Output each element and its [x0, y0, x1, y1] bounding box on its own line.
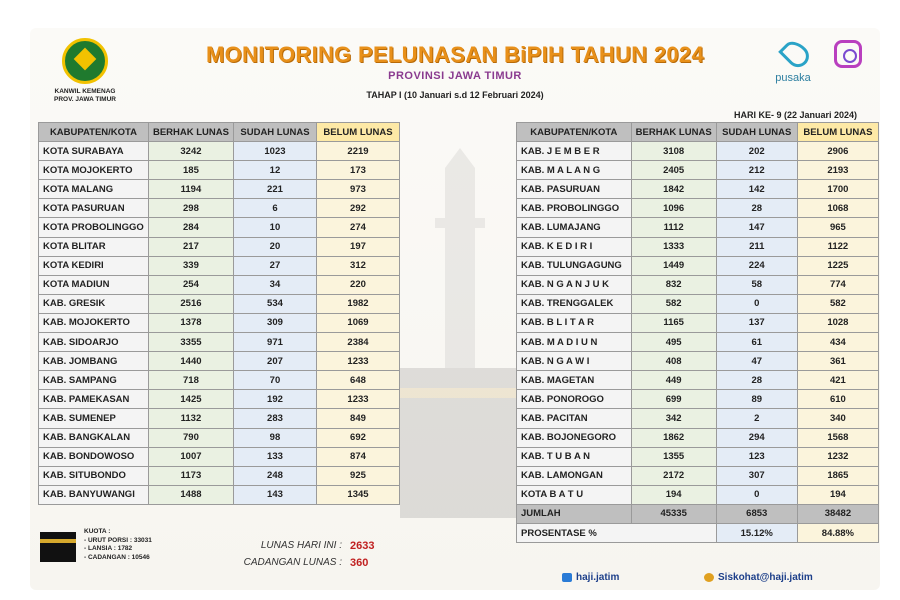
table-row	[517, 275, 879, 294]
table-row	[39, 313, 400, 332]
region-cell: KAB. BANGKALAN	[39, 428, 149, 447]
table-row	[517, 199, 879, 218]
region-cell: KAB. BONDOWOSO	[39, 447, 149, 466]
unpaid-cell: 220	[316, 275, 399, 294]
region-cell: KAB. PAMEKASAN	[39, 390, 149, 409]
eligible-cell: 1842	[631, 180, 716, 199]
unpaid-cell: 274	[316, 218, 399, 237]
paid-cell: 61	[716, 333, 797, 352]
paid-cell: 248	[233, 466, 316, 485]
stage-period: TAHAP I (10 Januari s.d 12 Februari 2024)	[366, 90, 544, 100]
haji-mark-icon	[834, 40, 862, 68]
paid-cell: 98	[233, 428, 316, 447]
eligible-cell: 1488	[148, 485, 233, 504]
paid-cell: 34	[233, 275, 316, 294]
totals-eligible: 45335	[631, 504, 716, 523]
eligible-cell: 718	[148, 371, 233, 390]
eligible-cell: 1194	[148, 180, 233, 199]
eligible-cell: 1165	[631, 313, 716, 332]
totals-unpaid: 38482	[797, 504, 878, 523]
table-row	[39, 485, 400, 504]
region-cell: KOTA MADIUN	[39, 275, 149, 294]
paid-cell: 221	[233, 180, 316, 199]
region-cell: KOTA PASURUAN	[39, 199, 149, 218]
table-row	[517, 218, 879, 237]
eligible-cell: 339	[148, 256, 233, 275]
paid-cell: 137	[716, 313, 797, 332]
paid-cell: 47	[716, 352, 797, 371]
table-right	[516, 122, 879, 543]
reserve-paid-label: CADANGAN LUNAS :	[243, 557, 342, 568]
unpaid-cell: 1232	[797, 447, 878, 466]
table-left	[38, 122, 400, 505]
region-cell: KOTA SURABAYA	[39, 142, 149, 161]
paid-cell: 294	[716, 428, 797, 447]
unpaid-cell: 692	[316, 428, 399, 447]
region-cell: KOTA MALANG	[39, 180, 149, 199]
col-header-unpaid: BELUM LUNAS	[316, 123, 399, 142]
paid-cell: 211	[716, 237, 797, 256]
eligible-cell: 2172	[631, 466, 716, 485]
unpaid-cell: 340	[797, 409, 878, 428]
org-caption-line-1: KANWIL KEMENAG	[54, 88, 116, 95]
quota-line: - URUT PORSI : 33031	[84, 536, 152, 544]
unpaid-cell: 1982	[316, 294, 399, 313]
reserve-paid-value: 360	[350, 557, 369, 569]
unpaid-cell: 1233	[316, 390, 399, 409]
eligible-cell: 194	[631, 485, 716, 504]
region-cell: KAB. SUMENEP	[39, 409, 149, 428]
paid-cell: 123	[716, 447, 797, 466]
region-cell: KAB. N G A N J U K	[517, 275, 632, 294]
paid-cell: 12	[233, 161, 316, 180]
eligible-cell: 342	[631, 409, 716, 428]
unpaid-cell: 1069	[316, 313, 399, 332]
quota-title: KUOTA :	[84, 528, 111, 535]
region-cell: KAB. SITUBONDO	[39, 466, 149, 485]
paid-cell: 28	[716, 371, 797, 390]
eligible-cell: 1440	[148, 352, 233, 371]
eligible-cell: 284	[148, 218, 233, 237]
table-header-row	[39, 123, 400, 142]
table-row	[39, 428, 400, 447]
eligible-cell: 832	[631, 275, 716, 294]
col-header-region: KABUPATEN/KOTA	[39, 123, 149, 142]
paid-cell: 224	[716, 256, 797, 275]
paid-cell: 192	[233, 390, 316, 409]
paid-cell: 6	[233, 199, 316, 218]
unpaid-cell: 312	[316, 256, 399, 275]
quota-line: - CADANGAN : 10546	[84, 553, 150, 561]
col-header-eligible: BERHAK LUNAS	[148, 123, 233, 142]
eligible-cell: 790	[148, 428, 233, 447]
unpaid-cell: 774	[797, 275, 878, 294]
paid-cell: 27	[233, 256, 316, 275]
eligible-cell: 3108	[631, 142, 716, 161]
unpaid-cell: 2193	[797, 161, 878, 180]
region-cell: KAB. PONOROGO	[517, 390, 632, 409]
unpaid-cell: 2219	[316, 142, 399, 161]
eligible-cell: 582	[631, 294, 716, 313]
unpaid-cell: 1865	[797, 466, 878, 485]
eligible-cell: 495	[631, 333, 716, 352]
eligible-cell: 217	[148, 237, 233, 256]
region-cell: KAB. JOMBANG	[39, 352, 149, 371]
region-cell: KAB. SAMPANG	[39, 371, 149, 390]
table-row	[517, 313, 879, 332]
eligible-cell: 2516	[148, 294, 233, 313]
region-cell: KAB. TULUNGAGUNG	[517, 256, 632, 275]
page-title: MONITORING PELUNASAN BiPIH TAHUN 2024	[205, 42, 704, 67]
table-row	[517, 428, 879, 447]
eligible-cell: 1096	[631, 199, 716, 218]
paid-cell: 202	[716, 142, 797, 161]
social-icon	[562, 573, 572, 582]
unpaid-cell: 849	[316, 409, 399, 428]
daily-summary	[230, 540, 410, 574]
unpaid-cell: 582	[797, 294, 878, 313]
page-subtitle: PROVINSI JAWA TIMUR	[388, 70, 522, 82]
eligible-cell: 1862	[631, 428, 716, 447]
unpaid-cell: 965	[797, 218, 878, 237]
paid-cell: 2	[716, 409, 797, 428]
unpaid-cell: 973	[316, 180, 399, 199]
table-row	[39, 333, 400, 352]
paid-cell: 212	[716, 161, 797, 180]
table-row	[517, 390, 879, 409]
table-row	[39, 161, 400, 180]
unpaid-cell: 2384	[316, 333, 399, 352]
paid-cell: 307	[716, 466, 797, 485]
unpaid-cell: 1345	[316, 485, 399, 504]
eligible-cell: 1425	[148, 390, 233, 409]
paid-cell: 283	[233, 409, 316, 428]
table-row	[39, 142, 400, 161]
kaaba-icon	[40, 532, 76, 562]
table-row	[39, 199, 400, 218]
unpaid-cell: 421	[797, 371, 878, 390]
unpaid-cell: 173	[316, 161, 399, 180]
table-row	[39, 275, 400, 294]
table-row	[517, 161, 879, 180]
paid-cell: 133	[233, 447, 316, 466]
table-header-row	[517, 123, 879, 142]
region-cell: KOTA MOJOKERTO	[39, 161, 149, 180]
unpaid-cell: 648	[316, 371, 399, 390]
col-header-paid: SUDAH LUNAS	[233, 123, 316, 142]
table-row	[39, 409, 400, 428]
unpaid-cell: 361	[797, 352, 878, 371]
region-cell: KAB. PASURUAN	[517, 180, 632, 199]
region-cell: KAB. PACITAN	[517, 409, 632, 428]
haji-logo	[823, 40, 873, 68]
unpaid-cell: 610	[797, 390, 878, 409]
col-header-unpaid: BELUM LUNAS	[797, 123, 878, 142]
table-row	[517, 447, 879, 466]
region-cell: KAB. LUMAJANG	[517, 218, 632, 237]
unpaid-cell: 874	[316, 447, 399, 466]
table-row	[517, 409, 879, 428]
table-row	[517, 256, 879, 275]
region-cell: KOTA KEDIRI	[39, 256, 149, 275]
region-cell: KOTA B A T U	[517, 485, 632, 504]
org-caption-line-2: PROV. JAWA TIMUR	[53, 96, 116, 103]
pusaka-logo	[768, 40, 818, 84]
paid-cell: 28	[716, 199, 797, 218]
unpaid-cell: 1028	[797, 313, 878, 332]
eligible-cell: 185	[148, 161, 233, 180]
table-row	[517, 237, 879, 256]
region-cell: KAB. GRESIK	[39, 294, 149, 313]
paid-cell: 89	[716, 390, 797, 409]
drop-icon	[778, 36, 813, 71]
col-header-eligible: BERHAK LUNAS	[631, 123, 716, 142]
region-cell: KOTA BLITAR	[39, 237, 149, 256]
eligible-cell: 1449	[631, 256, 716, 275]
paid-cell: 142	[716, 180, 797, 199]
totals-label: JUMLAH	[517, 504, 632, 523]
region-cell: KAB. SIDOARJO	[39, 333, 149, 352]
social-icon	[704, 573, 714, 582]
paid-cell: 58	[716, 275, 797, 294]
region-cell: KAB. M A D I U N	[517, 333, 632, 352]
unpaid-cell: 1068	[797, 199, 878, 218]
eligible-cell: 298	[148, 199, 233, 218]
paid-cell: 971	[233, 333, 316, 352]
table-row	[39, 256, 400, 275]
unpaid-cell: 434	[797, 333, 878, 352]
unpaid-cell: 925	[316, 466, 399, 485]
paid-cell: 534	[233, 294, 316, 313]
mosque-illustration	[390, 148, 530, 528]
eligible-cell: 1132	[148, 409, 233, 428]
region-cell: KOTA PROBOLINGGO	[39, 218, 149, 237]
table-row	[39, 466, 400, 485]
social-handle-1-text: haji.jatim	[576, 572, 620, 583]
table-row	[39, 447, 400, 466]
table-row	[517, 485, 879, 504]
unpaid-cell: 1225	[797, 256, 878, 275]
unpaid-cell: 1700	[797, 180, 878, 199]
table-row	[517, 142, 879, 161]
unpaid-cell: 2906	[797, 142, 878, 161]
region-cell: KAB. MAGETAN	[517, 371, 632, 390]
region-cell: KAB. M A L A N G	[517, 161, 632, 180]
table-row	[517, 371, 879, 390]
table-row	[517, 333, 879, 352]
paid-cell: 0	[716, 485, 797, 504]
eligible-cell: 1007	[148, 447, 233, 466]
eligible-cell: 1378	[148, 313, 233, 332]
paid-cell: 147	[716, 218, 797, 237]
unpaid-cell: 1122	[797, 237, 878, 256]
paid-cell: 70	[233, 371, 316, 390]
eligible-cell: 1112	[631, 218, 716, 237]
region-cell: KAB. LAMONGAN	[517, 466, 632, 485]
eligible-cell: 1355	[631, 447, 716, 466]
region-cell: KAB. B L I T A R	[517, 313, 632, 332]
table-row	[517, 466, 879, 485]
social-handle-2-text: Siskohat@haji.jatim	[718, 572, 813, 583]
percentage-paid: 15.12%	[716, 523, 797, 542]
quota-lines	[84, 528, 184, 562]
paid-cell: 143	[233, 485, 316, 504]
region-cell: KAB. T U B A N	[517, 447, 632, 466]
pusaka-label: pusaka	[775, 72, 811, 84]
table-row	[517, 180, 879, 199]
eligible-cell: 254	[148, 275, 233, 294]
table-row	[39, 294, 400, 313]
paid-cell: 20	[233, 237, 316, 256]
region-cell: KAB. PROBOLINGGO	[517, 199, 632, 218]
col-header-region: KABUPATEN/KOTA	[517, 123, 632, 142]
social-handle-1	[562, 572, 619, 583]
table-row	[39, 390, 400, 409]
table-row	[39, 352, 400, 371]
eligible-cell: 408	[631, 352, 716, 371]
col-header-paid: SUDAH LUNAS	[716, 123, 797, 142]
paid-cell: 0	[716, 294, 797, 313]
eligible-cell: 2405	[631, 161, 716, 180]
unpaid-cell: 292	[316, 199, 399, 218]
table-row	[39, 218, 400, 237]
table-row	[39, 371, 400, 390]
region-cell: KAB. N G A W I	[517, 352, 632, 371]
social-handle-2	[704, 572, 813, 583]
paid-today-label: LUNAS HARI INI :	[260, 540, 342, 551]
paid-cell: 207	[233, 352, 316, 371]
region-cell: KAB. BOJONEGORO	[517, 428, 632, 447]
table-row	[39, 237, 400, 256]
totals-row	[517, 504, 879, 523]
table-row	[517, 294, 879, 313]
unpaid-cell: 1233	[316, 352, 399, 371]
unpaid-cell: 194	[797, 485, 878, 504]
region-cell: KAB. K E D I R I	[517, 237, 632, 256]
region-cell: KAB. BANYUWANGI	[39, 485, 149, 504]
quota-line: - LANSIA : 1782	[84, 545, 133, 552]
eligible-cell: 1173	[148, 466, 233, 485]
percentage-row	[517, 523, 879, 542]
percentage-unpaid: 84.88%	[797, 523, 878, 542]
paid-cell: 1023	[233, 142, 316, 161]
unpaid-cell: 1568	[797, 428, 878, 447]
unpaid-cell: 197	[316, 237, 399, 256]
day-indicator: HARI KE- 9 (22 Januari 2024)	[734, 110, 858, 120]
eligible-cell: 699	[631, 390, 716, 409]
paid-today-value: 2633	[350, 540, 375, 552]
eligible-cell: 1333	[631, 237, 716, 256]
eligible-cell: 3242	[148, 142, 233, 161]
eligible-cell: 3355	[148, 333, 233, 352]
infographic-card	[30, 28, 880, 590]
paid-cell: 309	[233, 313, 316, 332]
region-cell: KAB. MOJOKERTO	[39, 313, 149, 332]
table-row	[39, 180, 400, 199]
percentage-label: PROSENTASE %	[517, 523, 717, 542]
totals-paid: 6853	[716, 504, 797, 523]
paid-cell: 10	[233, 218, 316, 237]
eligible-cell: 449	[631, 371, 716, 390]
region-cell: KAB. TRENGGALEK	[517, 294, 632, 313]
region-cell: KAB. J E M B E R	[517, 142, 632, 161]
table-row	[517, 352, 879, 371]
